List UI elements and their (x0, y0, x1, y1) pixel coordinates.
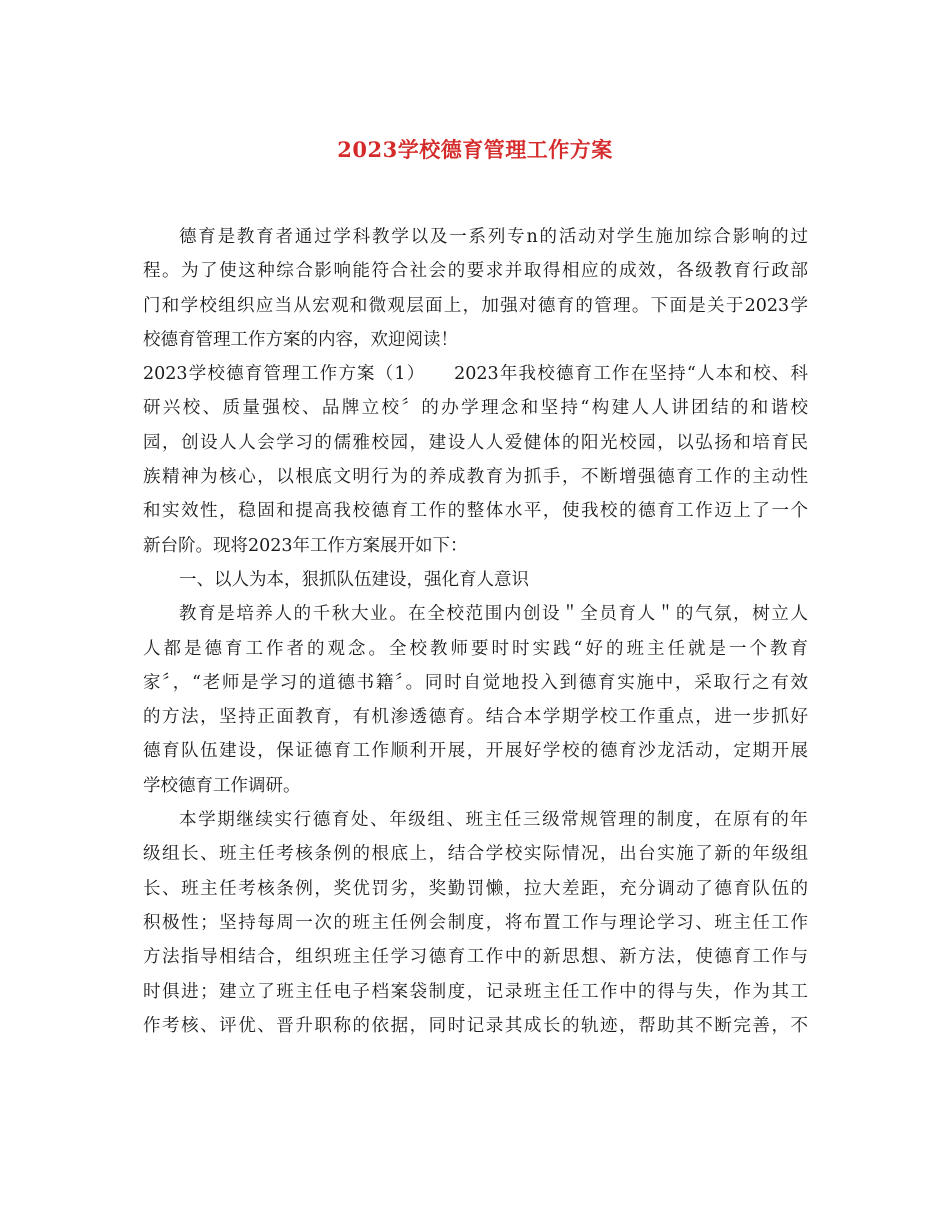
document-title: 2023学校德育管理工作方案 (337, 137, 613, 162)
text-line: 德育队伍建设，保证德育工作顺利开展，开展好学校的德育沙龙活动，定期开展 (143, 741, 808, 762)
text-line: 一、以人为本，狠抓队伍建设，强化育人意识 (179, 569, 529, 590)
text-line: 长、班主任考核条例，奖优罚劣，奖勤罚懒，拉大差距，充分调动了德育队伍的 (143, 878, 808, 899)
text-line: 园，创设人人会学习的儒雅校园，建设人人爱健体的阳光校园，以弘扬和培育民 (143, 432, 808, 453)
text-line: 门和学校组织应当从宏观和微观层面上，加强对德育的管理。下面是关于2023学 (143, 295, 808, 316)
text-line: 作考核、评优、晋升职称的依据，同时记录其成长的轨迹，帮助其不断完善，不 (143, 1015, 808, 1036)
text-line: 级组长、班主任考核条例的根底上，结合学校实际情况，出台实施了新的年级组 (143, 844, 808, 865)
text-line: 的方法，坚持正面教育，有机渗透德育。结合本学期学校工作重点，进一步抓好 (143, 707, 808, 728)
text-line: 研兴校、质量强校、品牌立校〞的办学理念和坚持“构建人人讲团结的和谐校 (143, 398, 808, 419)
text-line: 家〞，“老师是学习的道德书籍〞。同时自觉地投入到德育实施中，采取行之有效 (143, 672, 808, 693)
text-line: 和实效性，稳固和提高我校德育工作的整体水平，使我校的德育工作迈上了一个 (143, 501, 808, 522)
text-line: 学校德育工作调研。 (143, 775, 301, 796)
text-line: 人都是德育工作者的观念。全校教师要时时实践“好的班主任就是一个教育 (143, 638, 808, 659)
text-line: 本学期继续实行德育处、年级组、班主任三级常规管理的制度，在原有的年 (179, 810, 808, 831)
text-line: 德育是教育者通过学科教学以及一系列专n的活动对学生施加综合影响的过 (179, 227, 808, 247)
text-line: 族精神为核心，以根底文明行为的养成教育为抓手，不断增强德育工作的主动性 (143, 467, 808, 488)
text-line: 2023学校德育管理工作方案（1） 2023年我校德育工作在坚持“人本和校、科 (143, 364, 808, 385)
text-line: 积极性；坚持每周一次的班主任例会制度，将布置工作与理论学习、班主任工作 (143, 912, 808, 933)
document-body (143, 220, 808, 1043)
text-line: 方法指导相结合，组织班主任学习德育工作中的新思想、新方法，使德育工作与 (143, 947, 808, 968)
text-line: 教育是培养人的千秋大业。在全校范围内创设＂全员育人＂的气氛，树立人 (179, 604, 808, 625)
text-line: 程。为了使这种综合影响能符合社会的要求并取得相应的成效，各级教育行政部 (143, 261, 808, 282)
text-line: 新台阶。现将2023年工作方案展开如下： (143, 535, 468, 556)
text-line: 校德育管理工作方案的内容，欢迎阅读！ (143, 329, 458, 350)
text-line: 时俱进；建立了班主任电子档案袋制度，记录班主任工作中的得与失，作为其工 (143, 981, 808, 1002)
